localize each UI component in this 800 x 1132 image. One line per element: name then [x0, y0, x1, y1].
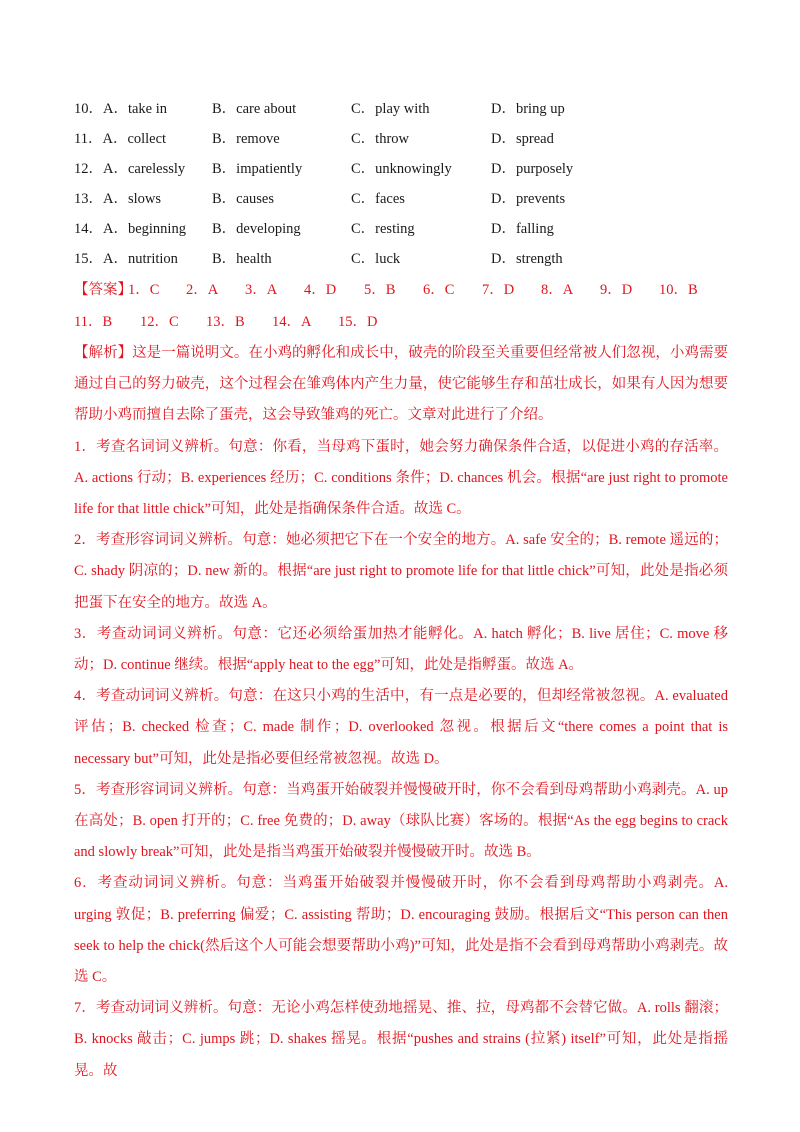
answer-item: 2．A	[186, 282, 219, 298]
option-a: A．beginning	[103, 221, 186, 237]
question-number: 12．	[74, 161, 103, 177]
analysis-section	[74, 338, 728, 1087]
answer-label: 【答案】	[74, 282, 132, 298]
option-line-start	[74, 157, 185, 178]
option-c: C．resting	[351, 221, 415, 237]
option-b: B．impatiently	[212, 161, 303, 177]
option-d: D．falling	[491, 221, 554, 237]
question-number: 10．	[74, 101, 103, 117]
answer-item: 7．D	[482, 282, 515, 298]
analysis-item-7: 7．考查动词词义辨析。句意：无论小鸡怎样使劲地摇晃、推、拉，母鸡都不会替它做。A. rolls 翻滚；B. knocks 敲击；C. jumps 跳；D. shakes 摇晃。根据“pushes and strains (拉紧) itself”可知，此处是指摇晃。故	[74, 1000, 728, 1079]
option-c: C．unknowingly	[351, 161, 452, 177]
answer-row-2	[74, 305, 734, 337]
answer-row-1	[74, 273, 734, 305]
option-a: A．nutrition	[103, 251, 178, 267]
option-c: C．faces	[351, 191, 405, 207]
question-number: 14．	[74, 221, 103, 237]
option-c: C．play with	[351, 101, 430, 117]
question-number: 15．	[74, 251, 103, 267]
answer-key	[74, 273, 734, 337]
option-a: A．carelessly	[103, 161, 186, 177]
option-line-start	[74, 217, 186, 238]
question-options-10	[74, 93, 734, 123]
option-line-start	[74, 97, 167, 118]
answer-item: 8．A	[541, 282, 574, 298]
option-d: D．strength	[491, 251, 563, 267]
option-line-start	[74, 247, 178, 268]
question-options-15	[74, 243, 734, 273]
analysis-intro: 【解析】这是一篇说明文。在小鸡的孵化和成长中，破壳的阶段至关重要但经常被人们忽视，小鸡需要通过自己的努力破壳，这个过程会在雏鸡体内产生力量，使它能够生存和茁壮成长，如果有人因为想要帮助小鸡而擅自去除了蛋壳，这会导致雏鸡的死亡。文章对此进行了介绍。	[74, 345, 728, 424]
analysis-item-2: 2．考查形容词词义辨析。句意：她必须把它下在一个安全的地方。A. safe 安全的；B. remote 遥远的；C. shady 阴凉的；D. new 新的。根据“are just right to promote life for that little chick”可知，此处是指必须把蛋下在安全的地方。故选 A。	[74, 532, 728, 611]
option-b: B．care about	[212, 101, 297, 117]
option-a: A．slows	[103, 191, 162, 207]
option-line-start	[74, 187, 161, 208]
analysis-item-4: 4．考查动词词义辨析。句意：在这只小鸡的生活中，有一点是必要的，但却经常被忽视。A. evaluated 评估；B. checked 检查；C. made 制作；D. overlooked 忽视。根据后文“there comes a point that is necessary but”可知，此处是指必要但经常被忽视。故选 D。	[74, 688, 728, 767]
option-b: B．causes	[212, 191, 275, 207]
answer-item: 9．D	[600, 282, 633, 298]
analysis-item-5: 5．考查形容词词义辨析。句意：当鸡蛋开始破裂并慢慢破开时，你不会看到母鸡帮助小鸡剥壳。A. up 在高处；B. open 打开的；C. free 免费的；D. away（球队比赛）客场的。根据“As the egg begins to crack and slowly break”可知，此处是指当鸡蛋开始破裂并慢慢破开时。故选 B。	[74, 781, 728, 861]
option-c: C．throw	[351, 131, 409, 147]
option-list	[74, 93, 734, 273]
option-d: D．bring up	[491, 101, 565, 117]
answer-item: 6．C	[423, 282, 455, 298]
answer-item: 10．B	[659, 282, 698, 298]
analysis-item-3: 3．考查动词词义辨析。句意：它还必须给蛋加热才能孵化。A. hatch 孵化；B. live 居住；C. move 移动；D. continue 继续。根据“apply heat to the egg”可知，此处是指孵蛋。故选 A。	[74, 625, 728, 674]
option-d: D．prevents	[491, 191, 566, 207]
option-b: B．developing	[212, 221, 301, 237]
answer-item: 11．B	[74, 314, 113, 330]
question-options-11	[74, 123, 734, 153]
question-number: 11．	[74, 131, 103, 147]
option-b: B．health	[212, 251, 272, 267]
analysis-item-6: 6．考查动词词义辨析。句意：当鸡蛋开始破裂并慢慢破开时，你不会看到母鸡帮助小鸡剥壳。A. urging 敦促；B. preferring 偏爱；C. assisting 帮助；D. encouraging 鼓励。根据后文“This person can then seek to help the chick(然后这个人可能会想要帮助小鸡)”可知，此处是指不会看到母鸡帮助小鸡剥壳。故选 C。	[74, 875, 728, 986]
answer-item: 13．B	[206, 314, 245, 330]
answer-item: 12．C	[140, 314, 179, 330]
option-d: D．spread	[491, 131, 554, 147]
option-c: C．luck	[351, 251, 401, 267]
answer-item: 4．D	[304, 282, 337, 298]
question-options-14	[74, 213, 734, 243]
answer-item: 15．D	[338, 314, 378, 330]
question-number: 13．	[74, 191, 103, 207]
option-d: D．purposely	[491, 161, 574, 177]
analysis-item-1: 1．考查名词词义辨析。句意：你看，当母鸡下蛋时，她会努力确保条件合适，以促进小鸡的存活率。A. actions 行动；B. experiences 经历；C. conditions 条件；D. chances 机会。根据“are just right to promote life for that little chick”可知，此处是指确保条件合适。故选 C。	[74, 438, 728, 518]
option-a: A．take in	[103, 101, 168, 117]
answer-item: 5．B	[364, 282, 396, 298]
option-b: B．remove	[212, 131, 280, 147]
answer-item: 1．C	[128, 282, 160, 298]
option-line-start	[74, 127, 166, 148]
question-options-12	[74, 153, 734, 183]
answer-item: 3．A	[245, 282, 278, 298]
answer-item: 14．A	[272, 314, 312, 330]
option-a: A．collect	[102, 131, 167, 147]
question-options-13	[74, 183, 734, 213]
